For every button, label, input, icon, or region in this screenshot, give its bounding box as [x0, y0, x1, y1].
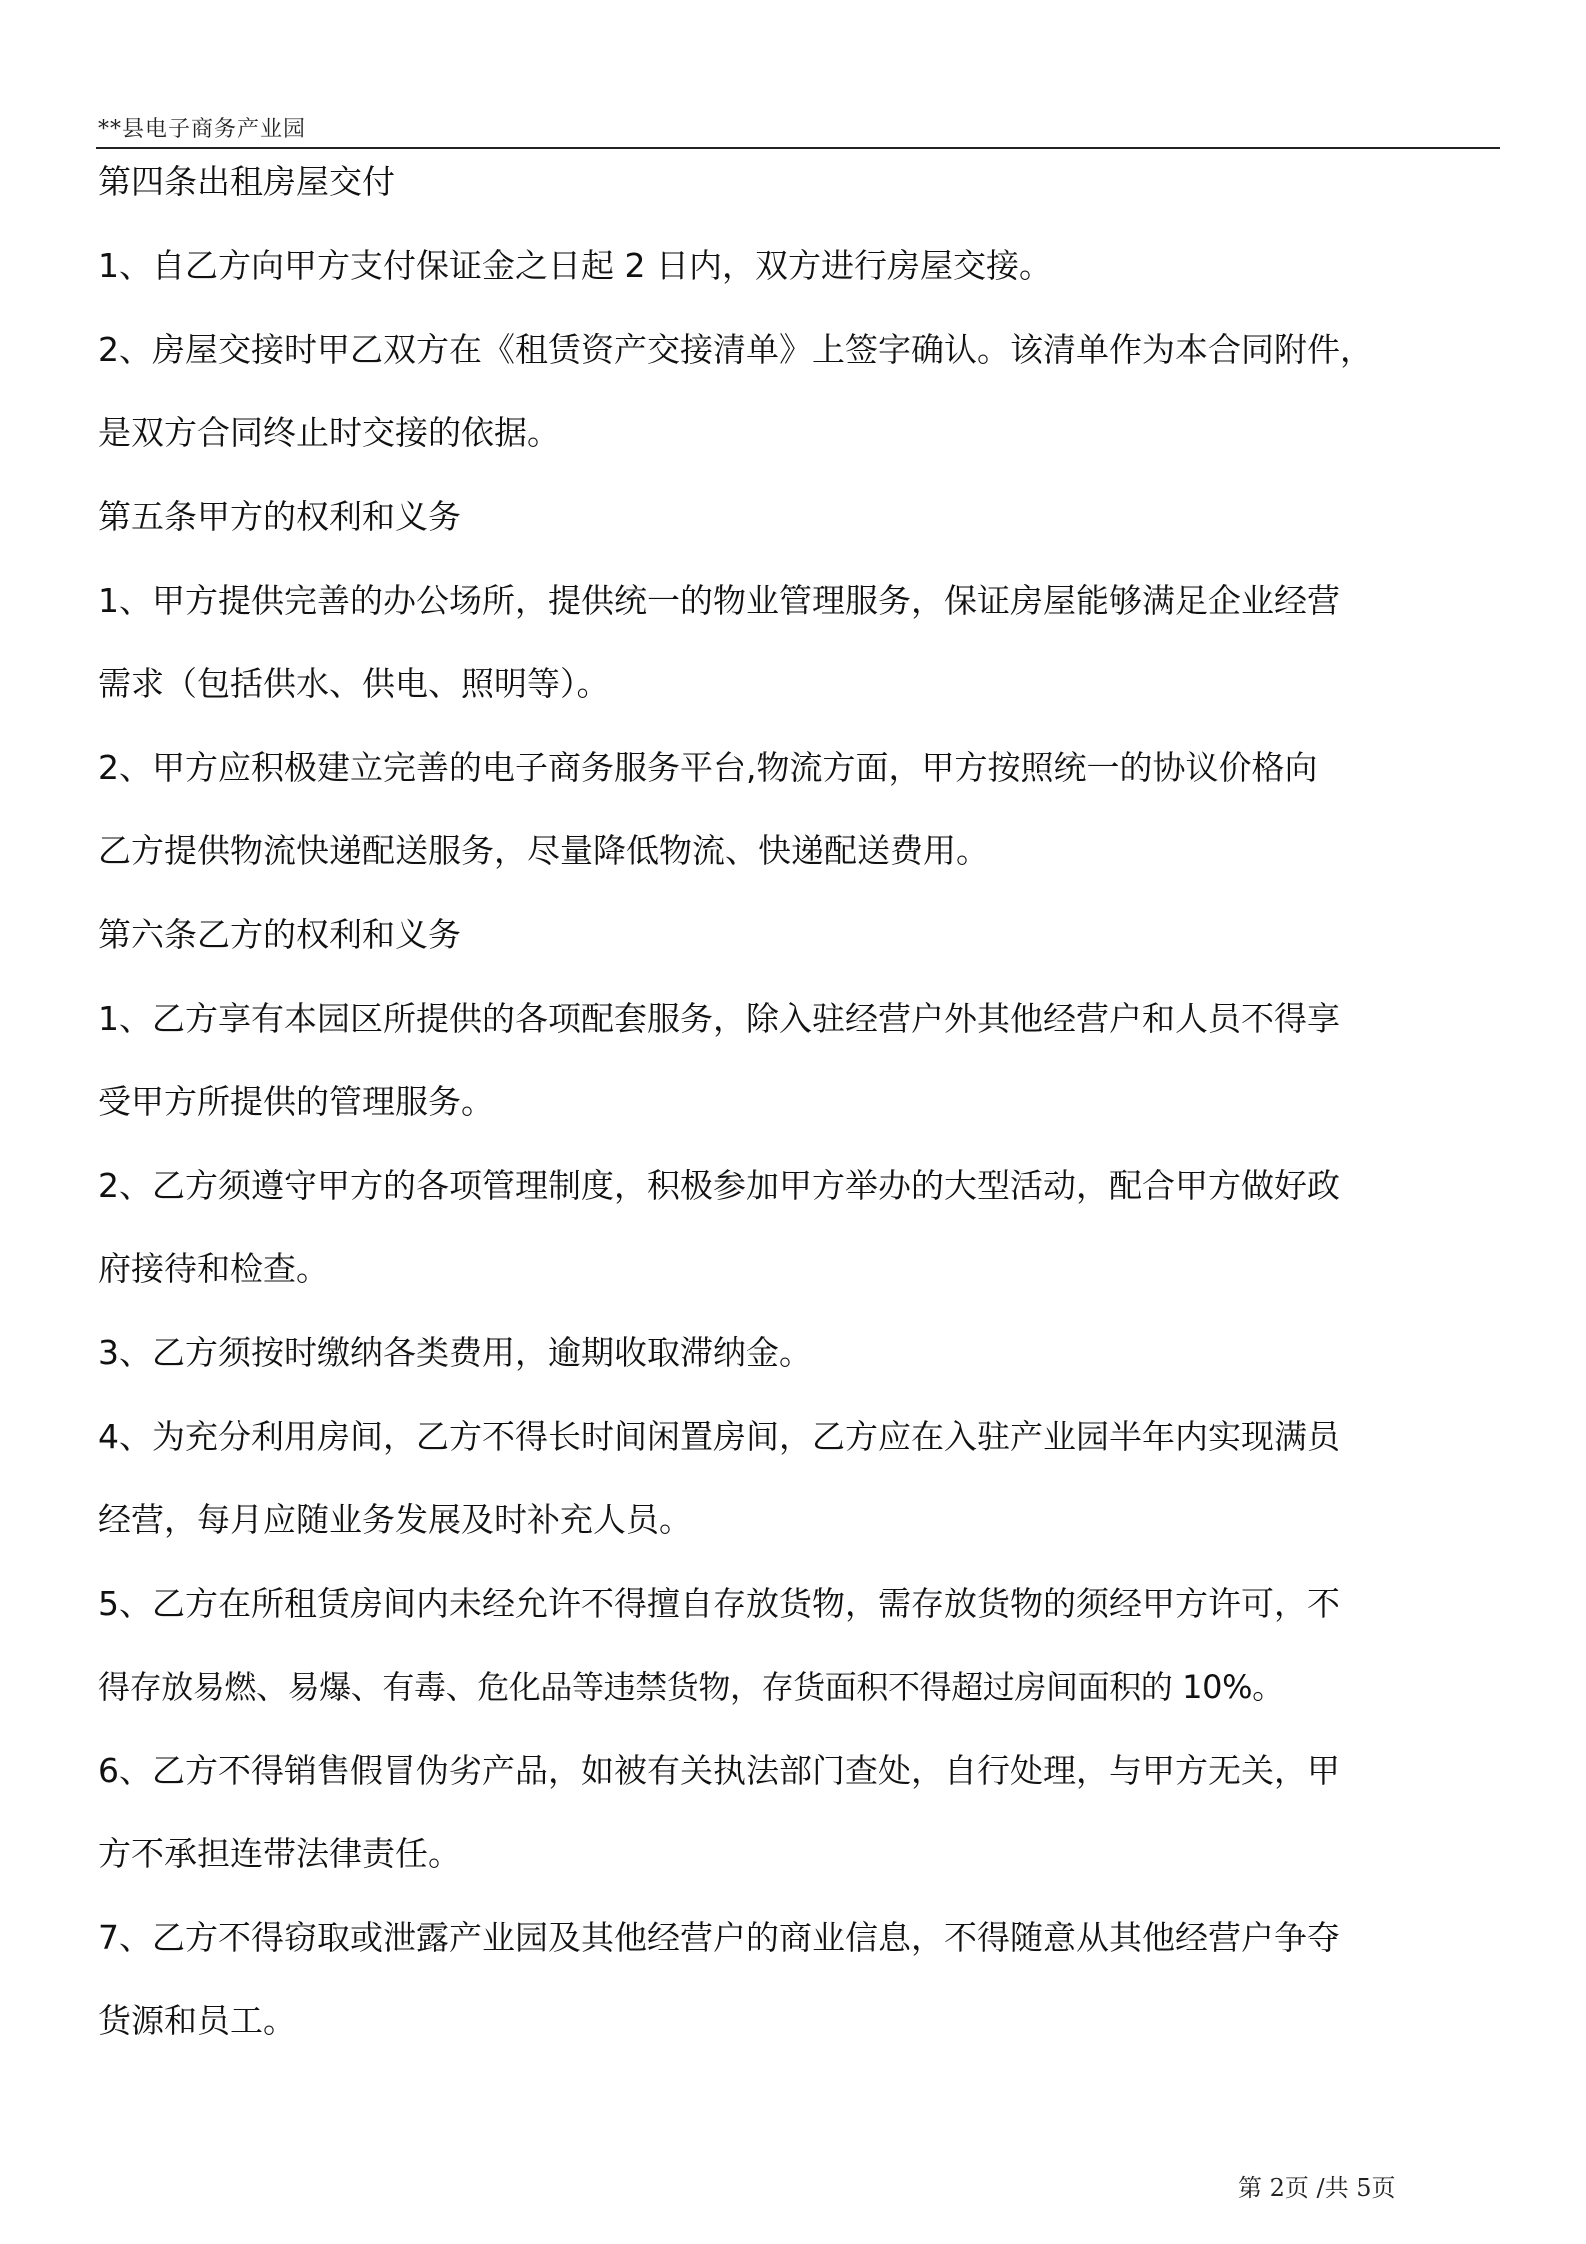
paragraph-line: 经营，每月应随业务发展及时补充人员。: [98, 1500, 692, 1539]
paragraph-line: 得存放易燃、易爆、有毒、危化品等违禁货物，存货面积不得超过房间面积的 10%。: [98, 1668, 1284, 1706]
paragraph-line: 受甲方所提供的管理服务。: [98, 1082, 494, 1121]
paragraph-line: 5、乙方在所租赁房间内未经允许不得擅自存放货物，需存放货物的须经甲方许可，不: [98, 1584, 1340, 1623]
running-header: **县电子商务产业园: [98, 117, 307, 142]
paragraph-line: 1、自乙方向甲方支付保证金之日起 2 日内，双方进行房屋交接。: [98, 246, 1052, 285]
paragraph-line: 方不承担连带法律责任。: [98, 1834, 461, 1873]
paragraph-line: 3、乙方须按时缴纳各类费用，逾期收取滞纳金。: [98, 1333, 812, 1372]
section-heading-article-4: 第四条出租房屋交付: [98, 162, 395, 201]
paragraph-line: 2、房屋交接时甲乙双方在《租赁资产交接清单》上签字确认。该清单作为本合同附件，: [98, 330, 1373, 369]
document-body: [98, 160, 1498, 2043]
page-number: 第 2页 /共 5页: [1238, 2174, 1396, 2202]
paragraph-line: 7、乙方不得窃取或泄露产业园及其他经营户的商业信息，不得随意从其他经营户争夺: [98, 1918, 1340, 1957]
paragraph-line: 是双方合同终止时交接的依据。: [98, 413, 560, 452]
paragraph-line: 6、乙方不得销售假冒伪劣产品，如被有关执法部门查处，自行处理，与甲方无关，甲: [98, 1751, 1340, 1790]
paragraph-line: 1、甲方提供完善的办公场所，提供统一的物业管理服务，保证房屋能够满足企业经营: [98, 581, 1340, 620]
paragraph-line: 1、乙方享有本园区所提供的各项配套服务，除入驻经营户外其他经营户和人员不得享: [98, 999, 1340, 1038]
header-divider: [96, 147, 1500, 149]
section-heading-article-5: 第五条甲方的权利和义务: [98, 497, 461, 536]
paragraph-line: 府接待和检查。: [98, 1249, 329, 1288]
paragraph-line: 需求（包括供水、供电、照明等）。: [98, 664, 610, 703]
paragraph-line: 2、乙方须遵守甲方的各项管理制度，积极参加甲方举办的大型活动，配合甲方做好政: [98, 1166, 1340, 1205]
paragraph-line: 4、为充分利用房间，乙方不得长时间闲置房间，乙方应在入驻产业园半年内实现满员: [98, 1417, 1340, 1456]
paragraph-line: 货源和员工。: [98, 2001, 296, 2040]
paragraph-line: 乙方提供物流快递配送服务，尽量降低物流、快递配送费用。: [98, 831, 989, 870]
paragraph-line: 2、甲方应积极建立完善的电子商务服务平台,物流方面，甲方按照统一的协议价格向: [98, 748, 1318, 787]
section-heading-article-6: 第六条乙方的权利和义务: [98, 915, 461, 954]
